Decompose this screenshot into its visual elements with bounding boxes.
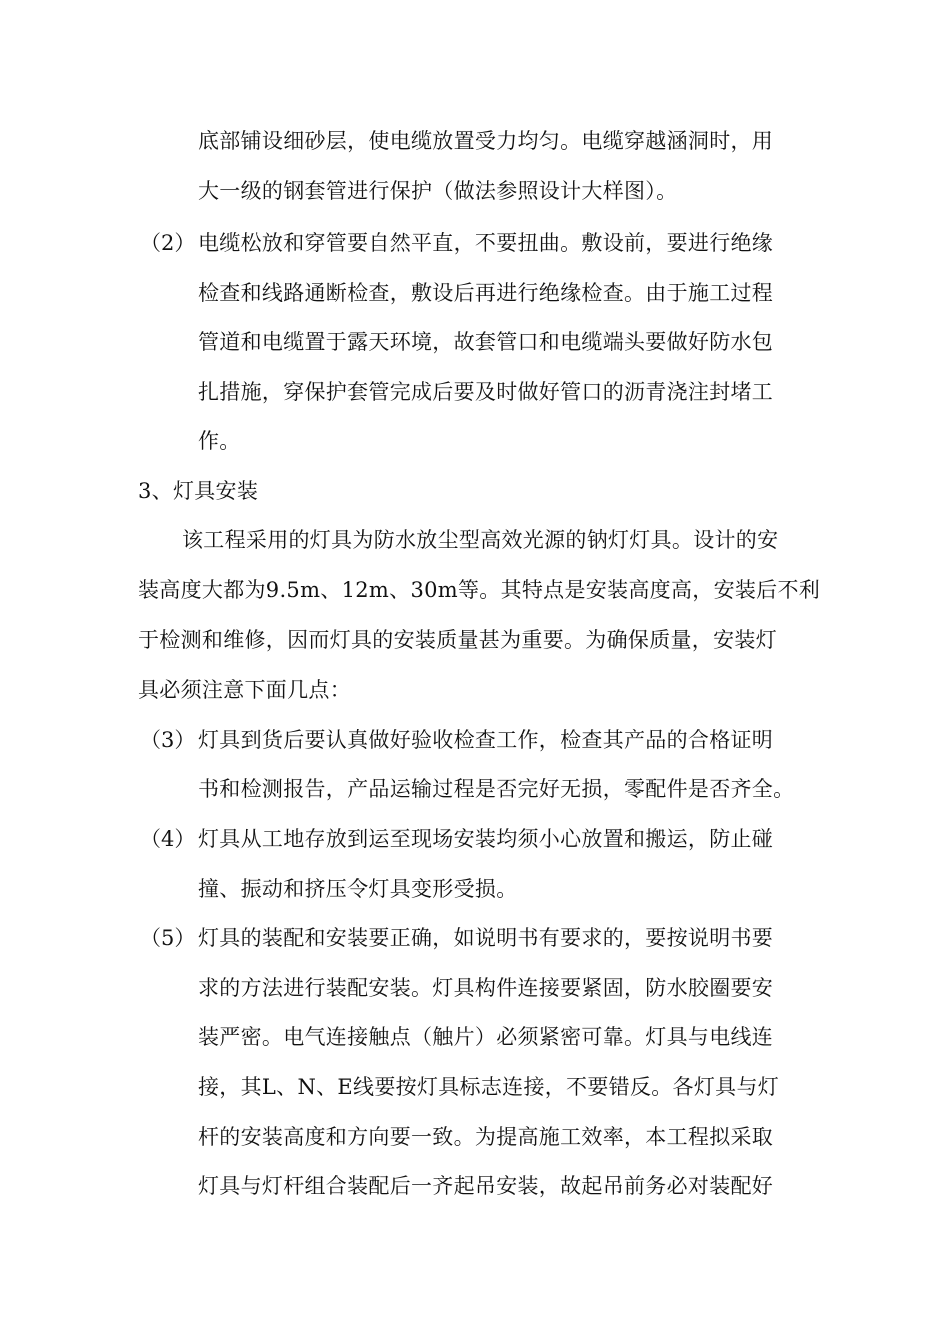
paragraph-line: 灯具的装配和安装要正确，如说明书有要求的，要按说明书要 bbox=[198, 926, 774, 950]
list-marker: （4） bbox=[140, 827, 196, 851]
paragraph-line: 求的方法进行装配安装。灯具构件连接要紧固，防水胶圈要安 bbox=[198, 976, 774, 1000]
paragraph-line: 灯具到货后要认真做好验收检查工作，检查其产品的合格证明 bbox=[198, 728, 774, 752]
list-marker: （5） bbox=[140, 926, 196, 950]
paragraph-line: 于检测和维修，因而灯具的安装质量甚为重要。为确保质量，安装灯 bbox=[138, 628, 777, 652]
list-marker: （3） bbox=[140, 728, 196, 752]
paragraph-line: 装高度大都为9.5m、12m、30m等。其特点是安装高度高，安装后不利 bbox=[138, 578, 821, 602]
paragraph-line: 底部铺设细砂层，使电缆放置受力均匀。电缆穿越涵洞时，用 bbox=[198, 129, 774, 153]
paragraph-line: 灯具从工地存放到运至现场安装均须小心放置和搬运，防止碰 bbox=[198, 827, 774, 851]
paragraph-line: 电缆松放和穿管要自然平直，不要扭曲。敷设前，要进行绝缘 bbox=[198, 231, 774, 255]
paragraph-line: 杆的安装高度和方向要一致。为提高施工效率，本工程拟采取 bbox=[198, 1125, 774, 1149]
paragraph-line: 灯具与灯杆组合装配后一齐起吊安装，故起吊前务必对装配好 bbox=[198, 1174, 774, 1198]
paragraph-line: 作。 bbox=[198, 429, 241, 453]
paragraph-line: 检查和线路通断检查，敷设后再进行绝缘检查。由于施工过程 bbox=[198, 281, 774, 305]
list-marker: （2） bbox=[140, 231, 196, 255]
section-heading: 3、灯具安装 bbox=[138, 479, 259, 503]
paragraph-line: 装严密。电气连接触点（触片）必须紧密可靠。灯具与电线连 bbox=[198, 1025, 774, 1049]
paragraph-line: 大一级的钢套管进行保护（做法参照设计大样图）。 bbox=[198, 179, 678, 203]
paragraph-line: 管道和电缆置于露天环境，故套管口和电缆端头要做好防水包 bbox=[198, 330, 774, 354]
paragraph-line: 接，其L、N、E线要按灯具标志连接，不要错反。各灯具与灯 bbox=[198, 1075, 780, 1099]
paragraph-line: 具必须注意下面几点： bbox=[138, 678, 351, 702]
paragraph-line: 书和检测报告，产品运输过程是否完好无损，零配件是否齐全。 bbox=[198, 777, 795, 801]
paragraph-line: 撞、振动和挤压令灯具变形受损。 bbox=[198, 877, 518, 901]
paragraph-line: 该工程采用的灯具为防水放尘型高效光源的钠灯灯具。设计的安 bbox=[182, 528, 779, 552]
paragraph-line: 扎措施，穿保护套管完成后要及时做好管口的沥青浇注封堵工 bbox=[198, 380, 774, 404]
